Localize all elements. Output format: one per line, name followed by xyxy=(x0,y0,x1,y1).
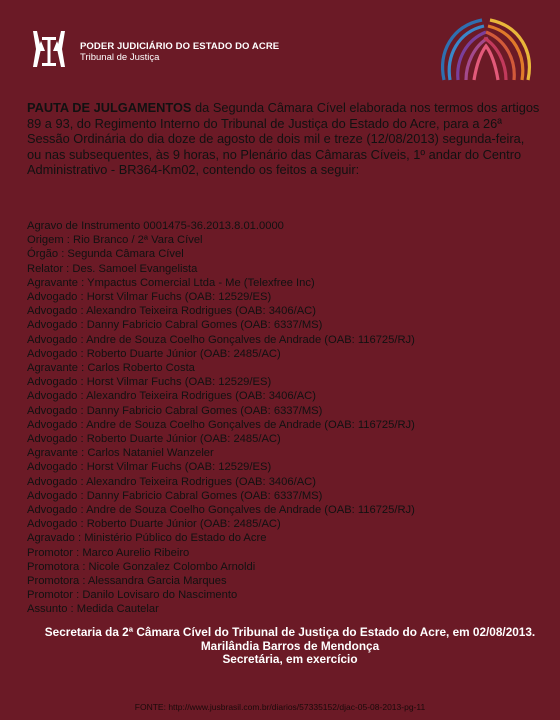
agenda-intro xyxy=(27,100,542,178)
source-footnote: FONTE: http://www.jusbrasil.com.br/diarios/57335152/djac-05-08-2013-pg-11 xyxy=(134,702,426,712)
page-header xyxy=(0,0,560,95)
case-detail-line: Advogado : Danny Fabricio Cabral Gomes (OAB: 6337/MS) xyxy=(27,319,323,332)
case-detail-line: Advogado : Horst Vilmar Fuchs (OAB: 12529/ES) xyxy=(27,291,272,304)
case-detail-line: Agravante : Ympactus Comercial Ltda - Me (Telexfree Inc) xyxy=(27,276,315,289)
secretary-role: Secretária, em exercício xyxy=(222,652,358,666)
case-detail-line: Advogado : Alexandro Teixeira Rodrigues (OAB: 3406/AC) xyxy=(27,390,316,403)
case-detail-line: Agravo de Instrumento 0001475-36.2013.8.01.0000 xyxy=(27,220,284,232)
case-detail-line: Promotor : Marco Aurelio Ribeiro xyxy=(27,546,190,559)
case-detail-line: Advogado : Andre de Souza Coelho Gonçalves de Andrade (OAB: 116725/RJ) xyxy=(27,504,415,517)
case-detail-line: Advogado : Alexandro Teixeira Rodrigues (OAB: 3406/AC) xyxy=(27,475,316,488)
org-subtitle: Tribunal de Justiça xyxy=(80,52,160,63)
case-details-list xyxy=(27,219,542,617)
case-detail-line: Promotora : Alessandra Garcia Marques xyxy=(27,575,227,588)
case-detail-line: Advogado : Alexandro Teixeira Rodrigues (OAB: 3406/AC) xyxy=(27,305,316,318)
agenda-intro-text: da Segunda Câmara Cível elaborada nos termos dos artigos 89 a 93, do Regimento Interno do Tribunal de Justiça do Estado do Acre, para a 26ª Sessão Ordinária do dia doze de agosto de dois mil e treze (12/08/2013) segunda-feira, ou nas subsequentes, às 9 horas, no Plenário das Câmaras Cíveis, 1º andar do Centro Administrativo - BR364-Km02, contendo os feitos a seguir: xyxy=(27,100,540,177)
case-detail-line: Advogado : Horst Vilmar Fuchs (OAB: 12529/ES) xyxy=(27,461,272,474)
case-detail-line: Agravante : Carlos Roberto Costa xyxy=(27,362,195,375)
case-detail-line: Advogado : Andre de Souza Coelho Gonçalves de Andrade (OAB: 116725/RJ) xyxy=(27,418,415,431)
organization-label xyxy=(80,41,279,64)
secretary-name: Marilândia Barros de Mendonça xyxy=(200,638,380,653)
case-detail-line: Órgão : Segunda Câmara Cível xyxy=(27,248,184,261)
case-detail-line: Promotor : Danilo Lovisaro do Nascimento xyxy=(27,589,238,602)
case-detail-line: Advogado : Danny Fabricio Cabral Gomes (OAB: 6337/MS) xyxy=(27,489,323,502)
org-name: PODER JUDICIÁRIO DO ESTADO DO ACRE xyxy=(80,41,280,52)
case-detail-line: Agravado : Ministério Público do Estado do Acre xyxy=(27,532,267,545)
case-detail-line: Relator : Des. Samoel Evangelista xyxy=(27,262,198,275)
agenda-title: PAUTA DE JULGAMENTOS xyxy=(27,100,192,115)
case-detail-line: Origem : Rio Branco / 2ª Vara Cível xyxy=(27,234,203,247)
case-detail-line: Advogado : Roberto Duarte Júnior (OAB: 2485/AC) xyxy=(27,347,281,360)
fan-arcs-logo xyxy=(430,12,542,87)
case-detail-line: Advogado : Danny Fabricio Cabral Gomes (OAB: 6337/MS) xyxy=(27,404,323,417)
case-detail-line: Agravante : Carlos Nataniel Wanzeler xyxy=(27,447,214,460)
case-detail-line: Assunto : Medida Cautelar xyxy=(27,603,159,616)
case-detail-line: Promotora : Nicole Gonzalez Colombo Arnoldi xyxy=(27,560,256,573)
signature-block xyxy=(40,626,540,667)
secretariat-statement: Secretaria da 2ª Câmara Cível do Tribunal de Justiça do Estado do Acre, em 02/08/2013. xyxy=(44,625,536,639)
case-detail-line: Advogado : Roberto Duarte Júnior (OAB: 2485/AC) xyxy=(27,518,281,531)
case-detail-line: Advogado : Andre de Souza Coelho Gonçalves de Andrade (OAB: 116725/RJ) xyxy=(27,333,415,346)
case-detail-line: Advogado : Roberto Duarte Júnior (OAB: 2485/AC) xyxy=(27,433,281,446)
case-detail-line: Advogado : Horst Vilmar Fuchs (OAB: 12529/ES) xyxy=(27,376,272,389)
court-seal-icon xyxy=(27,27,71,71)
